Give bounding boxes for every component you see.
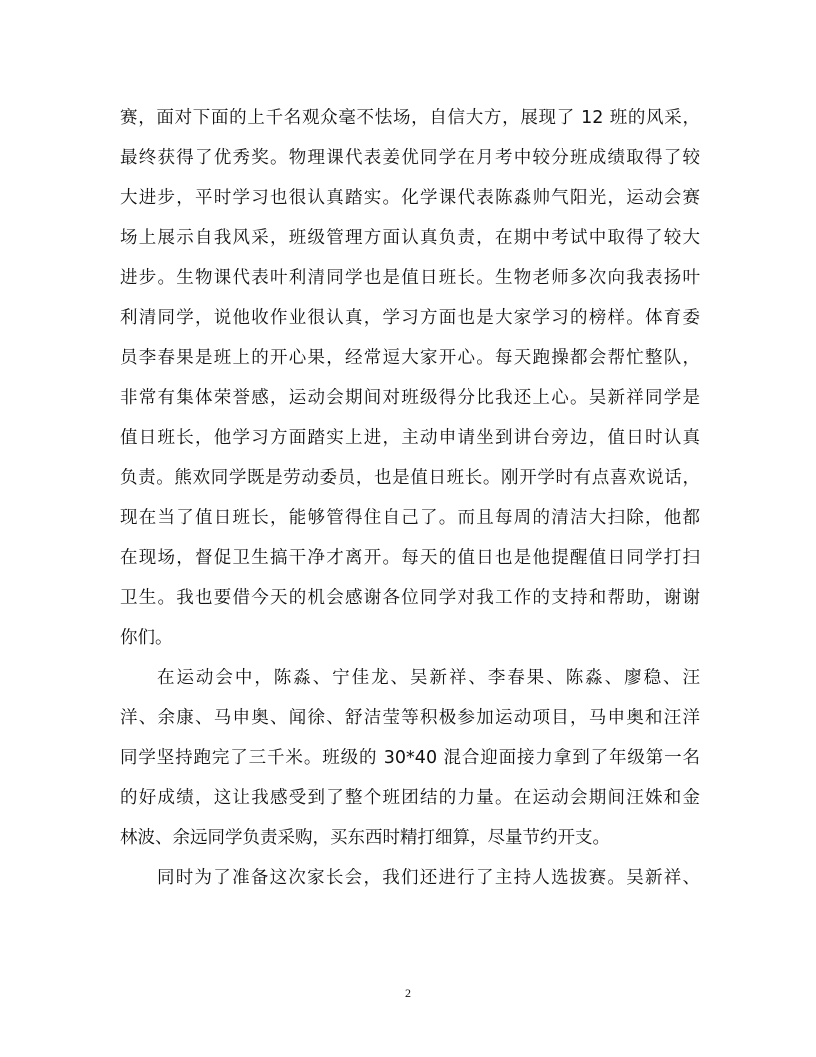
text-line: 员李春果是班上的开心果，经常逗大家开心。每天跑操都会帮忙整队， <box>120 348 700 368</box>
text-line: 你们。 <box>120 628 173 648</box>
paragraph-3 <box>120 858 700 898</box>
text-line: 利清同学，说他收作业很认真，学习方面也是大家学习的榜样。体育委 <box>120 308 700 328</box>
text-line: 大进步，平时学习也很认真踏实。化学课代表陈淼帅气阳光，运动会赛 <box>120 188 700 208</box>
paragraph-1 <box>120 98 700 658</box>
text-line: 值日班长，他学习方面踏实上进，主动申请坐到讲台旁边，值日时认真 <box>120 428 700 448</box>
text-line: 最终获得了优秀奖。物理课代表姜优同学在月考中较分班成绩取得了较 <box>120 148 700 168</box>
text-line: 在运动会中，陈淼、宁佳龙、吴新祥、李春果、陈淼、廖稳、汪 <box>157 668 700 688</box>
text-line: 现在当了值日班长，能够管得住自己了。而且每周的清洁大扫除，他都 <box>120 508 700 528</box>
paragraph-2 <box>120 658 700 858</box>
text-line: 洋、余康、马申奥、闻徐、舒洁莹等积极参加运动项目，马申奥和汪洋 <box>120 708 700 728</box>
text-line: 卫生。我也要借今天的机会感谢各位同学对我工作的支持和帮助，谢谢 <box>120 588 700 608</box>
text-line: 同时为了准备这次家长会，我们还进行了主持人选拔赛。吴新祥、 <box>157 868 700 888</box>
text-line: 的好成绩，这让我感受到了整个班团结的力量。在运动会期间汪姝和金 <box>120 788 700 808</box>
text-line: 进步。生物课代表叶利清同学也是值日班长。生物老师多次向我表扬叶 <box>120 268 700 288</box>
page-number: 2 <box>405 986 411 1000</box>
text-line: 场上展示自我风采，班级管理方面认真负责，在期中考试中取得了较大 <box>120 228 700 248</box>
text-line: 赛，面对下面的上千名观众毫不怯场，自信大方，展现了 12 班的风采， <box>120 108 700 128</box>
document-body <box>120 98 700 898</box>
text-line: 非常有集体荣誉感，运动会期间对班级得分比我还上心。吴新祥同学是 <box>120 388 700 408</box>
text-line: 在现场，督促卫生搞干净才离开。每天的值日也是他提醒值日同学打扫 <box>120 548 700 568</box>
text-line: 负责。熊欢同学既是劳动委员，也是值日班长。刚开学时有点喜欢说话， <box>120 468 700 488</box>
text-line: 林波、余远同学负责采购，买东西时精打细算，尽量节约开支。 <box>120 828 610 848</box>
text-line: 同学坚持跑完了三千米。班级的 30*40 混合迎面接力拿到了年级第一名 <box>120 748 700 768</box>
